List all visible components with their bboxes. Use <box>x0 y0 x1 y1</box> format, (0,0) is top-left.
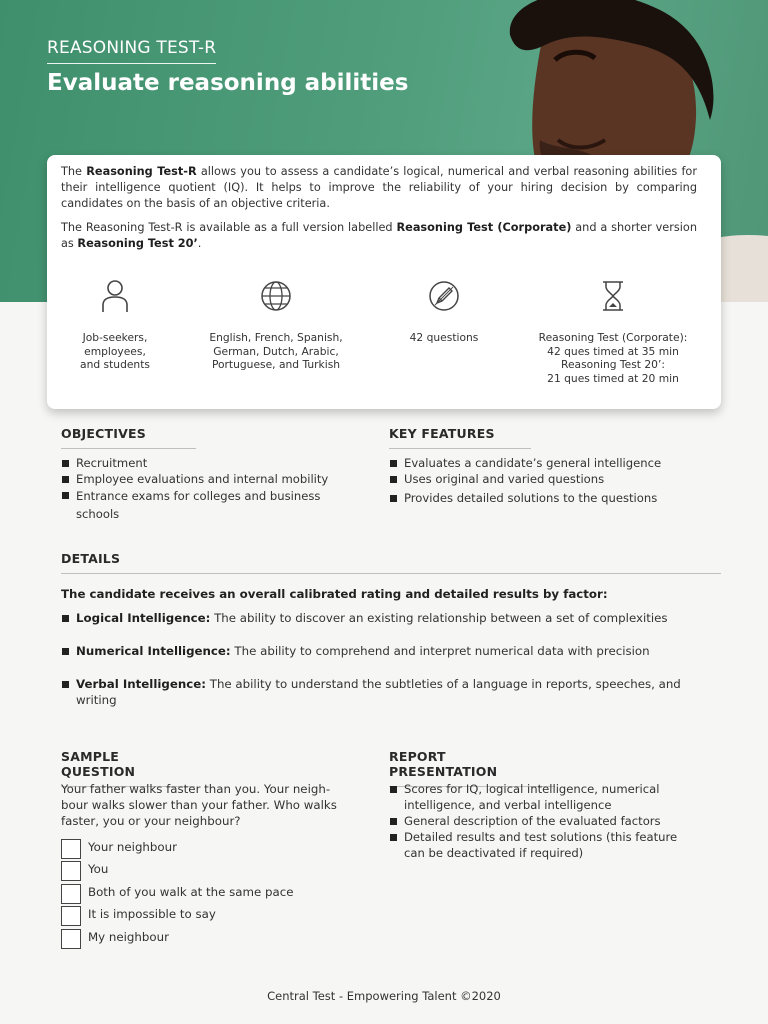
feature-questions <box>409 279 479 344</box>
details-title: DETAILS <box>61 551 721 574</box>
checkbox[interactable] <box>61 861 81 881</box>
intro-paragraph-2: The Reasoning Test-R is available as a full version labelled Reasoning Test (Corporate) and a shorter version as Reasoning Test 20’. <box>61 221 697 250</box>
hourglass-icon <box>598 279 628 313</box>
details-item-numerical: Numerical Intelligence: The ability to comprehend and interpret numerical data with precision <box>61 643 701 659</box>
list-item: Evaluates a candidate’s general intelligence <box>389 455 709 471</box>
list-item: Entrance exams for colleges and business schools <box>61 487 351 523</box>
feature-timing <box>538 279 688 385</box>
feature-questions-text: 42 questions <box>409 331 479 344</box>
product-tag: REASONING TEST-R <box>47 38 216 64</box>
pencil-circle-icon <box>427 279 461 313</box>
list-item: Provides detailed solutions to the questions <box>389 490 709 506</box>
list-item: Uses original and varied questions <box>389 471 709 487</box>
feature-languages <box>209 279 343 371</box>
feature-audience <box>80 279 150 371</box>
checkbox[interactable] <box>61 839 81 859</box>
footer: Central Test - Empowering Talent ©2020 <box>267 989 501 1003</box>
checkbox[interactable] <box>61 884 81 904</box>
globe-icon <box>259 279 293 313</box>
feature-languages-text: English, French, Spanish, German, Dutch, Arabic, Portuguese, and Turkish <box>209 331 343 371</box>
checkbox[interactable] <box>61 906 81 926</box>
report-list <box>389 781 689 861</box>
key-features-title: KEY FEATURES <box>389 426 531 449</box>
intro-paragraph-1: The Reasoning Test-R allows you to assess a candidate’s logical, numerical and verbal reasoning abilities for their intelligence quotient (IQ). It helps to improve the reliability of your hiring decision by comparing candidates on the basis of an objective criteria. <box>61 165 697 210</box>
person-icon <box>100 279 130 313</box>
sample-question-text: Your father walks faster than you. Your neigh-bour walks slower than your father. Who walks faster, you or your neighbour? <box>61 782 337 828</box>
feature-timing-text: Reasoning Test (Corporate): 42 ques timed at 35 min Reasoning Test 20’: 21 ques timed at 20 min <box>538 331 688 385</box>
details-item-verbal: Verbal Intelligence: The ability to understand the subtleties of a language in reports, speeches, and writing <box>61 676 691 708</box>
key-features-list <box>389 455 709 506</box>
sample-question-title: SAMPLE QUESTION <box>61 749 195 787</box>
objectives-title: OBJECTIVES <box>61 426 196 449</box>
list-item: Scores for IQ, logical intelligence, numerical intelligence, and verbal intelligence <box>389 781 689 813</box>
details-lead: The candidate receives an overall calibrated rating and detailed results by factor: <box>61 587 608 601</box>
checkbox[interactable] <box>61 929 81 949</box>
feature-audience-text: Job-seekers, employees, and students <box>80 331 150 371</box>
list-item: Recruitment <box>61 455 351 471</box>
intro-card <box>47 155 721 409</box>
page-title: Evaluate reasoning abilities <box>47 70 409 96</box>
report-presentation-title: REPORT PRESENTATION <box>389 749 555 787</box>
list-item: General description of the evaluated factors <box>389 813 689 829</box>
objectives-list <box>61 455 351 523</box>
details-item-logical: Logical Intelligence: The ability to discover an existing relationship between a set of complexities <box>61 610 701 626</box>
list-item: Employee evaluations and internal mobility <box>61 471 351 487</box>
list-item: Detailed results and test solutions (this feature can be deactivated if required) <box>389 829 689 861</box>
